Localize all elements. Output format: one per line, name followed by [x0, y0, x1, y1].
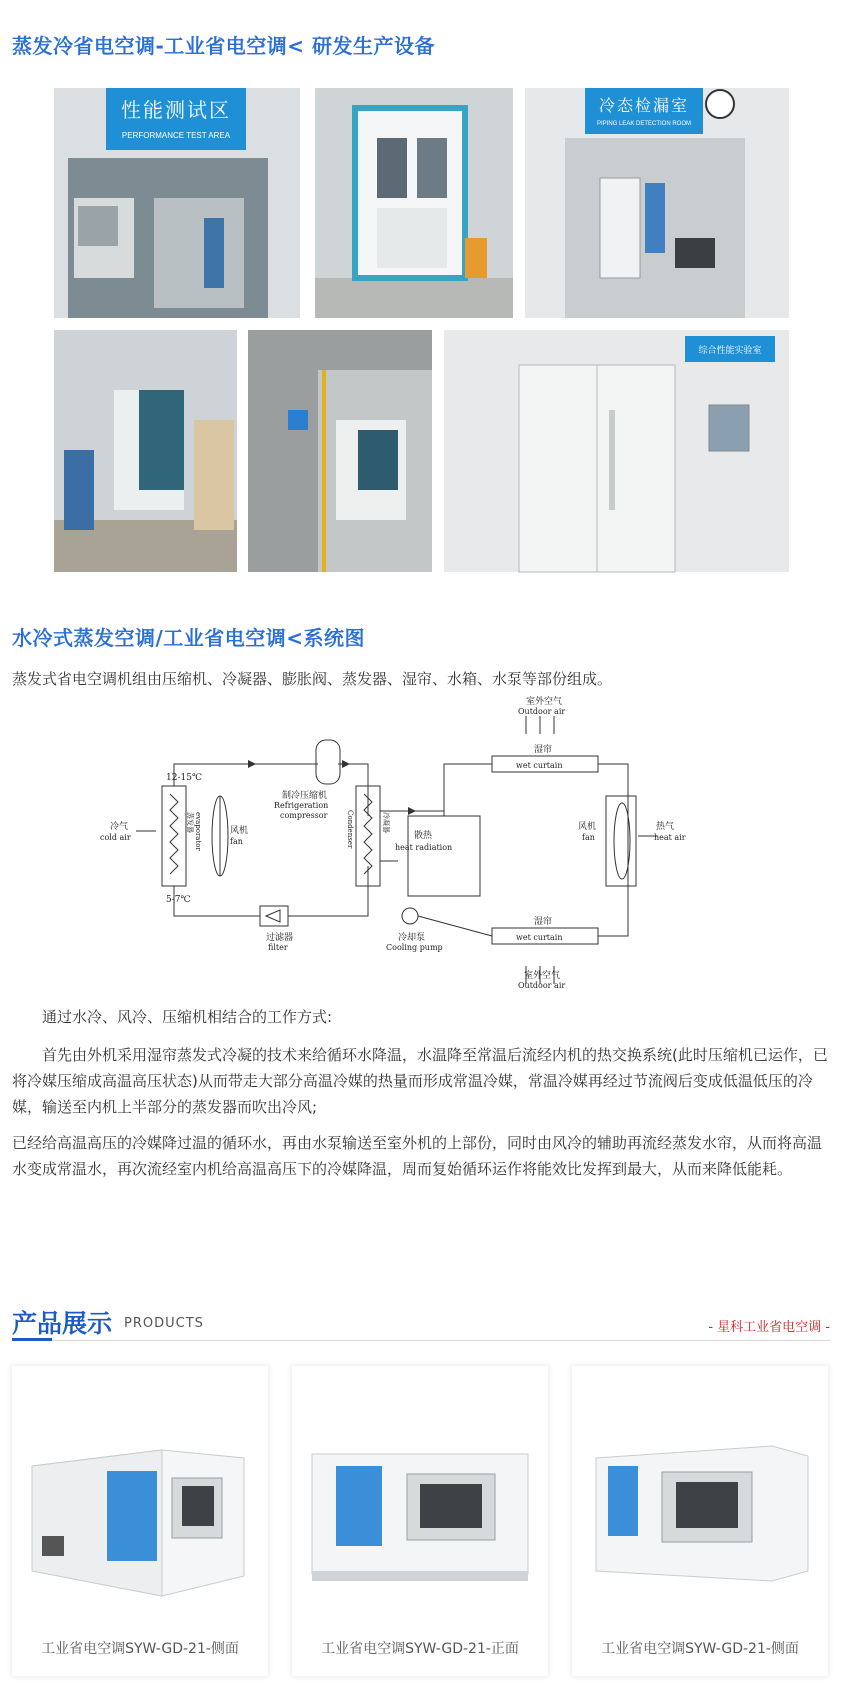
filter-en: filter — [268, 943, 288, 952]
condenser-en: Condenser — [346, 810, 354, 849]
product-card-1[interactable] — [12, 1366, 268, 1676]
filter-cn: 过滤器 — [266, 933, 294, 943]
product-caption-1[interactable]: 工业省电空调SYW-GD-21-侧面 — [41, 1641, 239, 1657]
test-equipment-illustration — [315, 88, 513, 318]
condenser-cn: 冷凝器 — [382, 812, 390, 833]
outdoor-air-top-cn: 室外空气 — [526, 697, 563, 707]
leak-detection-sign-en: PIPING LEAK DETECTION ROOM — [596, 121, 691, 127]
body-paragraph-3: 已经给高温高压的冷媒降过温的循环水，再由水泵输送至室外机的上部份，同时由风冷的辅助再流经蒸发水帘，从而将高温水变成常温水，再次流经室内机给高温高压下的冷媒降温，周而复始循环运作将能效比发挥到最大，从而来降低能耗。 — [12, 1134, 823, 1178]
wet-curtain-top-en: wet curtain — [516, 761, 563, 770]
test-chamber-illustration — [248, 330, 432, 572]
performance-sign-en: PERFORMANCE TEST AREA — [121, 131, 231, 140]
heat-radiation-cn: 散热 — [414, 831, 433, 841]
products-header — [12, 1300, 830, 1341]
production-line-illustration — [54, 330, 237, 572]
wet-curtain-bottom-cn: 湿帘 — [534, 917, 553, 927]
evaporator-en: evaporator — [194, 812, 202, 851]
pump-en: Cooling pump — [386, 943, 443, 952]
evaporator-cn: 蒸发器 — [186, 812, 194, 833]
products-subtitle: PRODUCTS — [124, 1316, 204, 1331]
photo-test-chamber — [248, 330, 432, 572]
leak-detection-sign-cn: 冷态检漏室 — [598, 98, 689, 115]
performance-sign — [106, 88, 246, 150]
lab-sign-cn: 综合性能实验室 — [698, 345, 762, 355]
section-title-system-diagram: 水冷式蒸发空调/工业省电空调<系统图 — [12, 626, 366, 650]
cold-air-en: cold air — [100, 833, 131, 842]
fan-left-en: fan — [230, 837, 243, 846]
fan-left-cn: 风机 — [230, 826, 249, 836]
products-title-underline — [12, 1338, 52, 1341]
outdoor-air-bottom-cn: 室外空气 — [524, 971, 561, 981]
system-intro: 蒸发式省电空调机组由压缩机、冷凝器、膨胀阀、蒸发器、湿帘、水箱、水泵等部份组成。 — [12, 670, 613, 688]
comprehensive-lab-illustration — [444, 330, 789, 572]
leak-detection-sign — [585, 88, 703, 134]
hot-air-cn: 热气 — [656, 822, 675, 832]
products-title: 产品展示 — [12, 1309, 113, 1338]
product-image-3[interactable] — [572, 1366, 828, 1616]
outdoor-air-bottom-en: Outdoor air — [518, 981, 566, 990]
photo-comprehensive-lab — [444, 330, 789, 572]
performance-sign-cn: 性能测试区 — [121, 100, 231, 122]
cold-air-cn: 冷气 — [110, 822, 129, 832]
lab-sign — [685, 336, 775, 362]
compressor-en2: compressor — [280, 811, 328, 820]
body-paragraph-2: 首先由外机采用湿帘蒸发式冷凝的技术来给循环水降温，水温降至常温后流经内机的热交换系统(此时压缩机已运作，已将冷媒压缩成高温高压状态)从而带走大部分高温冷媒的热量而形成常温冷媒，常温冷媒再经过节流阀后变成低温低压的冷媒，输送至内机上半部分的蒸发器而吹出冷风; — [12, 1046, 828, 1116]
body-paragraph-1: 通过水冷、风冷、压缩机相结合的工作方式: — [42, 1008, 333, 1026]
photo-leak-detection-room — [525, 88, 789, 318]
products-brand: - 星科工业省电空调 - — [708, 1320, 830, 1335]
fan-right-cn: 风机 — [578, 822, 597, 832]
wet-curtain-bottom-en: wet curtain — [516, 933, 563, 942]
compressor-cn: 制冷压缩机 — [282, 791, 328, 801]
product-image-1[interactable] — [12, 1366, 268, 1616]
temp-high-label: 12-15℃ — [166, 773, 203, 783]
product-card-3[interactable] — [572, 1366, 828, 1676]
product-image-2[interactable] — [292, 1366, 548, 1616]
pump-cn: 冷却泵 — [398, 933, 426, 943]
product-card-2[interactable] — [292, 1366, 548, 1676]
outdoor-air-top-en: Outdoor air — [518, 707, 566, 716]
temp-low-label: 5-7℃ — [166, 895, 191, 905]
product-caption-3[interactable]: 工业省电空调SYW-GD-21-侧面 — [601, 1641, 799, 1657]
photo-test-equipment — [315, 88, 513, 318]
product-caption-2[interactable]: 工业省电空调SYW-GD-21-正面 — [321, 1641, 519, 1657]
fan-right-en: fan — [582, 833, 595, 842]
photo-performance-test-area — [54, 88, 300, 318]
hot-air-en: heat air — [654, 833, 686, 842]
system-diagram — [100, 697, 708, 990]
compressor-en1: Refrigeration — [274, 801, 329, 810]
wet-curtain-top-cn: 湿帘 — [534, 745, 553, 755]
heat-radiation-en: heat radiation — [395, 843, 453, 852]
section-title-equipment: 蒸发冷省电空调-工业省电空调< 研发生产设备 — [12, 34, 436, 58]
photo-production-line — [54, 330, 237, 572]
